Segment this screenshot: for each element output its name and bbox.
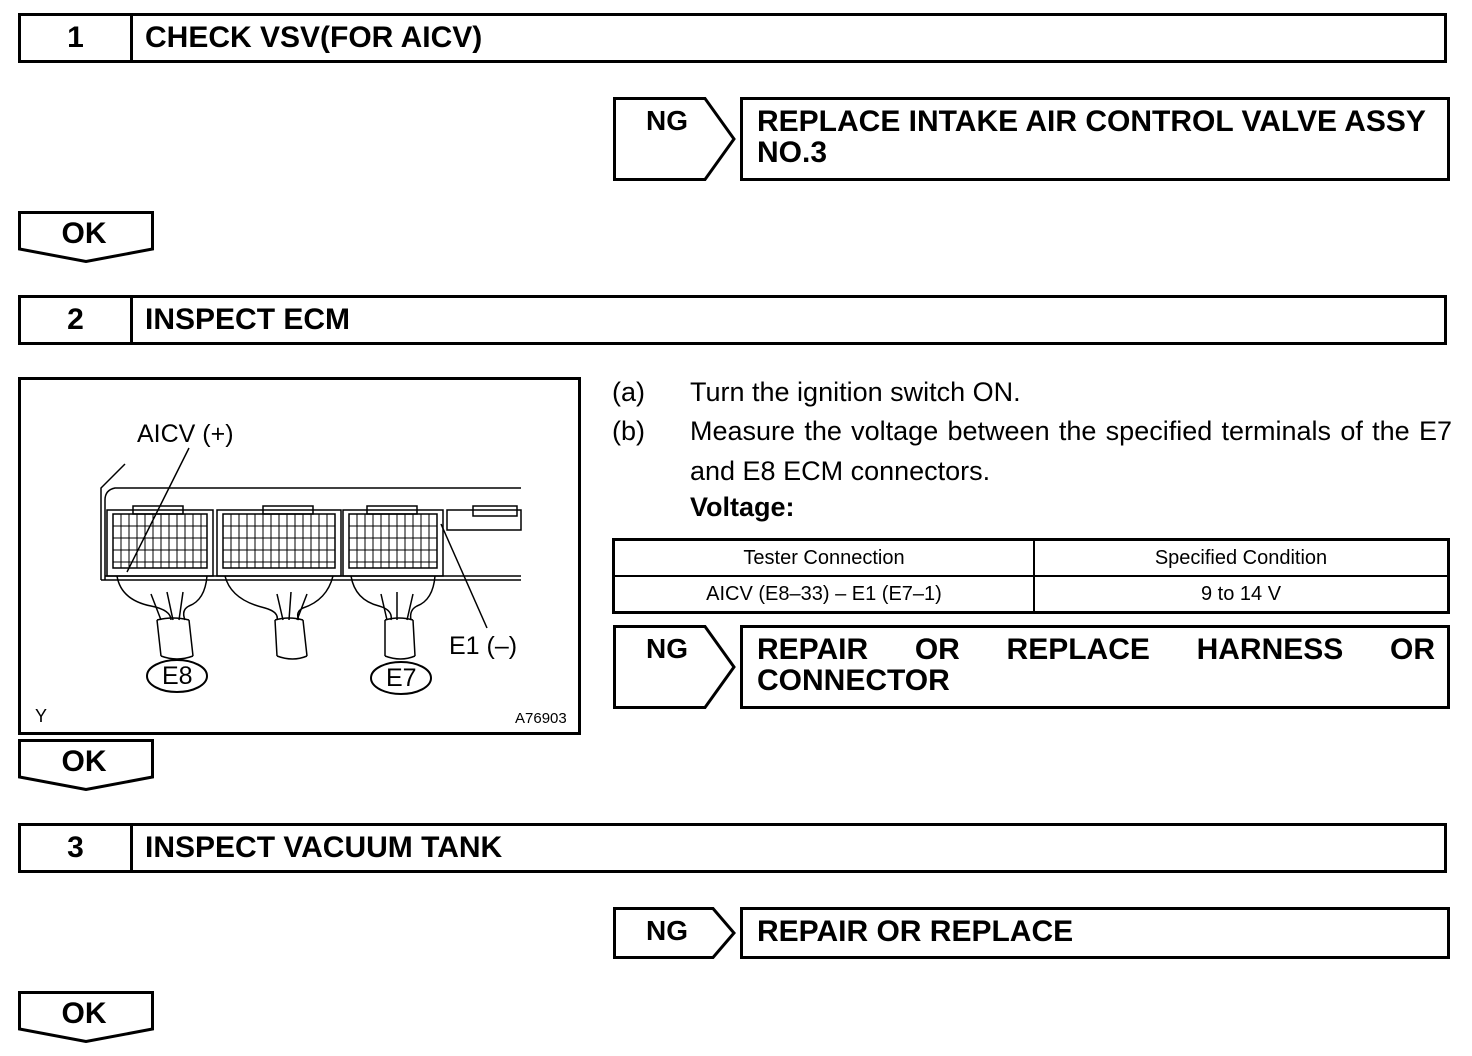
- ok-arrow-step-1: [18, 211, 156, 263]
- table-header: Specified Condition: [1034, 540, 1449, 577]
- instruction-letter: (b): [612, 416, 645, 446]
- result-step-1: [740, 97, 1450, 181]
- ng-arrow-step-3: [613, 907, 737, 959]
- result-step-2: [740, 625, 1450, 709]
- step-3-header: [18, 823, 1447, 873]
- table-header-row: [614, 540, 1449, 577]
- step-number: 3: [21, 826, 133, 870]
- table-cell: 9 to 14 V: [1034, 576, 1449, 613]
- step-title: INSPECT ECM: [145, 303, 351, 336]
- result-line-1: REPAIR OR REPLACE: [757, 915, 1074, 948]
- ng-arrow-step-2: [613, 625, 737, 709]
- ng-arrow-step-1: [613, 97, 737, 181]
- step-number: 2: [21, 298, 133, 342]
- ng-label: NG: [646, 915, 688, 946]
- ecm-connector-drawing: [21, 380, 578, 732]
- voltage-label: Voltage:: [690, 492, 795, 522]
- step-number: 1: [21, 16, 133, 60]
- instruction-a: [612, 372, 1452, 412]
- ok-label: OK: [61, 217, 107, 250]
- figure-id: A76903: [515, 710, 567, 727]
- ok-label: OK: [61, 997, 107, 1030]
- instruction-text: Turn the ignition switch ON.: [690, 377, 1021, 407]
- result-line-1: [757, 634, 1435, 665]
- result-word: REPAIR: [757, 633, 869, 666]
- result-word: HARNESS: [1196, 633, 1344, 666]
- step-1-header: [18, 13, 1447, 63]
- table-cell: AICV (E8–33) – E1 (E7–1): [614, 576, 1035, 613]
- step-title: CHECK VSV(FOR AICV): [145, 21, 483, 54]
- instruction-text: Measure the voltage between the specified terminals of the E7 and E8 ECM connectors.: [690, 416, 1452, 486]
- figure-corner-label: Y: [35, 706, 48, 726]
- result-line-1: REPLACE INTAKE AIR CONTROL VALVE ASSY: [757, 105, 1426, 138]
- result-step-3: [740, 907, 1450, 959]
- label-e1: E1 (–): [449, 632, 518, 660]
- ok-arrow-step-3: [18, 991, 156, 1043]
- result-line-2: NO.3: [757, 136, 828, 169]
- result-word: REPLACE: [1006, 633, 1150, 666]
- instruction-b: [612, 411, 1452, 491]
- result-word: OR: [914, 633, 960, 666]
- spec-table: [612, 538, 1450, 614]
- ng-label: NG: [646, 633, 688, 664]
- table-row: [614, 576, 1449, 613]
- step-2-header: [18, 295, 1447, 345]
- table-header: Tester Connection: [614, 540, 1035, 577]
- label-aicv: AICV (+): [137, 420, 234, 448]
- result-line-2: CONNECTOR: [757, 664, 950, 697]
- label-e8: E8: [162, 662, 193, 690]
- result-word: OR: [1390, 633, 1435, 666]
- ecm-connector-figure: [18, 377, 581, 735]
- instruction-letter: (a): [612, 377, 645, 407]
- step-title: INSPECT VACUUM TANK: [145, 831, 503, 864]
- ng-label: NG: [646, 105, 688, 136]
- label-e7: E7: [386, 664, 417, 692]
- ok-label: OK: [61, 745, 107, 778]
- ok-arrow-step-2: [18, 739, 156, 791]
